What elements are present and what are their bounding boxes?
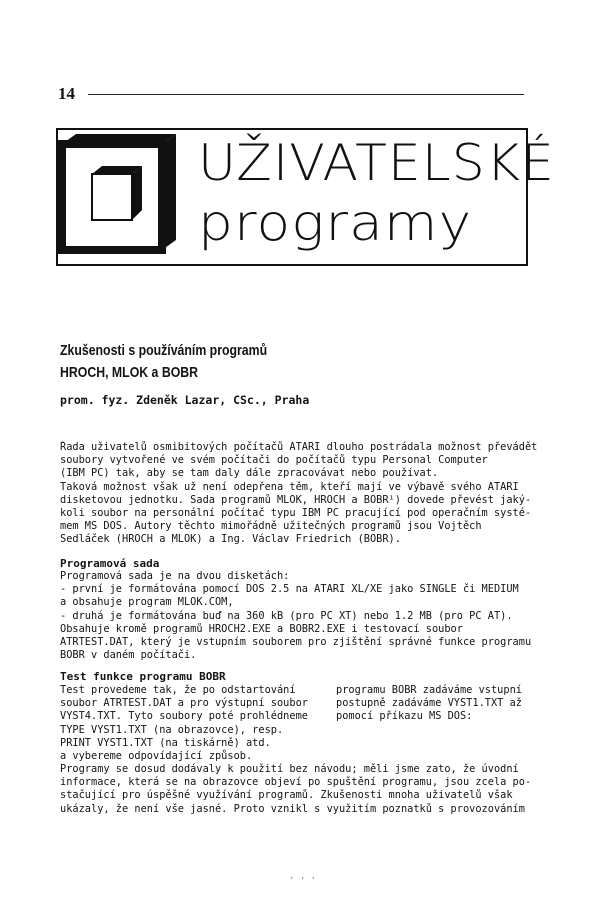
text-line: Obsahuje kromě programů HROCH2.EXE a BOBR2.EXE i testovací soubor <box>60 622 463 635</box>
text-line: koli soubor na personální počítač typu IBM PC pracující pod operačním systé- <box>60 507 532 520</box>
text-line: programu BOBR zadáváme vstupní <box>336 684 522 696</box>
article-title-line2: HROCH, MLOK a BOBR <box>60 364 199 381</box>
text-line: disketovou jednotku. Sada programů MLOK, HROCH a BOBR¹) dovede převést jaký- <box>60 493 532 506</box>
intro-paragraph <box>60 441 540 547</box>
text-line: - první je formátována pomocí DOS 2.5 na ATARI XL/XE jako SINGLE či MEDIUM <box>60 583 519 596</box>
text-line: VYST4.TXT. Tyto soubory poté prohlédneme <box>60 710 308 723</box>
banner-title-line1: UŽIVATELSKÉ <box>198 134 555 192</box>
text-line: Sedláček (HROCH a MLOK) a Ing. Václav Friedrich (BOBR). <box>60 533 401 546</box>
banner-title-line2: programy <box>198 194 473 252</box>
text-line: - druhá je formátována buď na 360 kB (pro PC XT) nebo 1.2 MB (pro PC AT). <box>60 609 513 622</box>
text-line: postupně zadáváme VYST1.TXT až <box>336 697 522 710</box>
page-number: 14 <box>58 84 75 103</box>
text-line: stačující pro úspěšné využívání programů. Zkušenosti mnoha uživatelů však <box>60 789 513 802</box>
text-line: Taková možnost však už není odepřena těm, kteří mají ve výbavě svého ATARI <box>60 480 519 493</box>
text-line: Programy se dosud dodávaly k použití bez návodu; měli jsme zato, že úvodní <box>60 763 519 775</box>
banner-logo-icon <box>58 130 188 266</box>
text-line: ukázaly, že není vše jasné. Proto vznikl s využitím poznatků s provozováním <box>60 802 525 815</box>
text-line: Test provedeme tak, že po odstartování <box>60 684 296 696</box>
text-line: a obsahuje program MLOK.COM, <box>60 596 234 609</box>
text-line: a vybereme odpovídající způsob. <box>60 750 253 763</box>
text-line: (IBM PC) tak, aby se tam daly dále zpracovávat nebo používat. <box>60 467 439 480</box>
section-heading-test-funkce: Test funkce programu BOBR <box>60 670 226 683</box>
section-test-funkce-body <box>60 763 540 816</box>
text-line: soubory vytvořené ve svém počítači do počítačů typu Personal Computer <box>60 454 488 467</box>
footer-mark: · · · <box>289 874 317 884</box>
section-heading-programova-sada: Programová sada <box>60 557 160 570</box>
text-line: pomocí příkazu MS DOS: <box>336 710 473 723</box>
text-line: Řada uživatelů osmibitových počítačů ATARI dlouho postrádala možnost převádět <box>60 441 538 453</box>
text-line: mem MS DOS. Autory těchto mimořádně užitečných programů jsou Vojtěch <box>60 520 482 533</box>
text-line: Programová sada je na dvou disketách: <box>60 570 290 582</box>
article-title-line1: Zkušenosti s používáním programů <box>60 342 268 359</box>
text-line: informace, která se na obrazovce objeví po spuštění programu, jsou zcela po- <box>60 776 532 789</box>
text-line: ATRTEST.DAT, který je vstupním souborem pro zjištění správné funkce programu <box>60 636 532 649</box>
text-line: soubor ATRTEST.DAT a pro výstupní soubor <box>60 697 308 710</box>
text-line: TYPE VYST1.TXT (na obrazovce), resp. <box>60 723 284 736</box>
section-programova-sada-body <box>60 570 540 662</box>
text-line: PRINT VYST1.TXT (na tiskárně) atd. <box>60 736 271 749</box>
text-line: BOBR v daném počítači. <box>60 649 197 662</box>
section-banner <box>56 128 555 266</box>
left-column <box>60 684 308 763</box>
article-author: prom. fyz. Zdeněk Lazar, CSc., Praha <box>60 393 310 407</box>
header-rule <box>88 94 524 95</box>
article-title <box>60 340 388 384</box>
right-column <box>336 684 522 724</box>
